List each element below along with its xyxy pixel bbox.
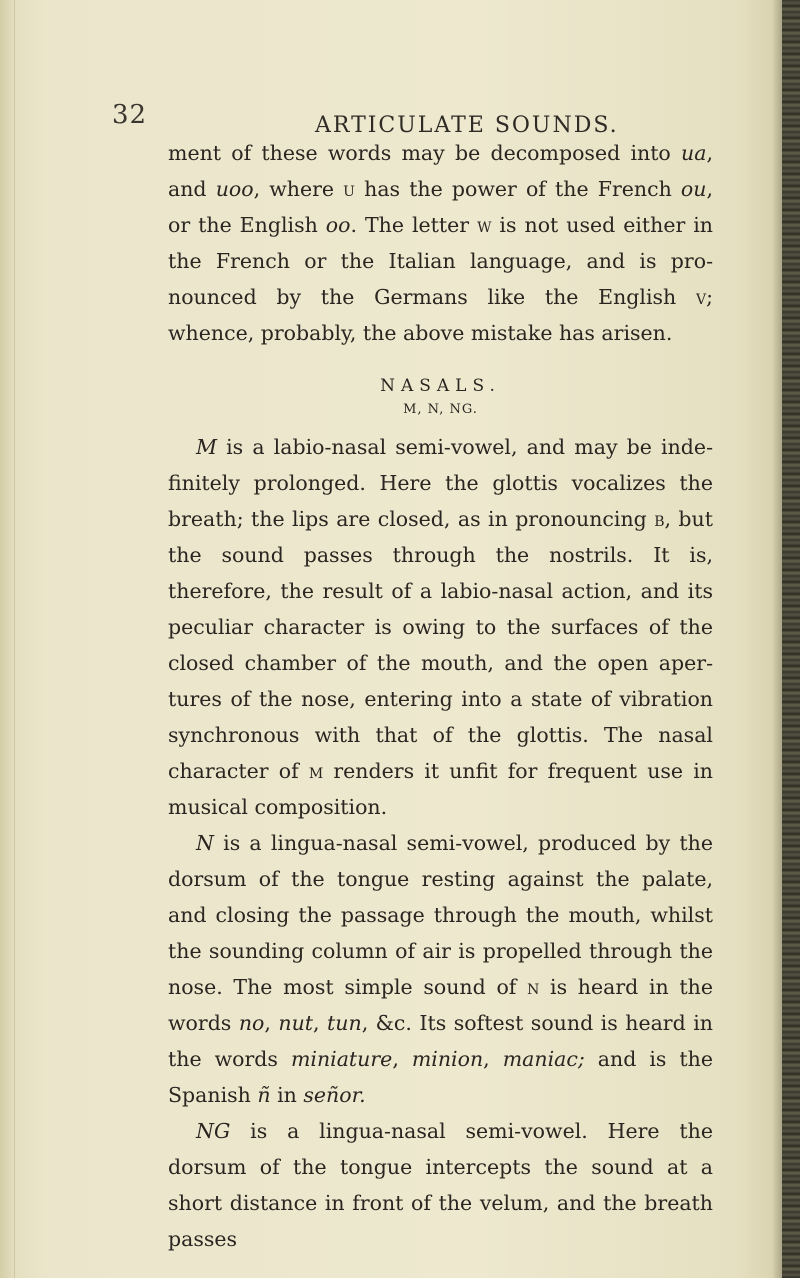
paragraph-continuation: ment of these words may be decomposed into ua, and uoo, where u has the power of the French ou, or the English oo. The letter w is not used either in the French or the Italian language, and is pronounced by the Germans like the English v; whence, probably, the above mistake has arisen. xyxy=(168,141,714,345)
page-right-edge xyxy=(782,0,800,1278)
paragraph-ng: NG is a lingua-nasal semi-vowel. Here the dorsum of the tongue intercepts the sound at a short distance in front of the velum, and the breath passes xyxy=(168,1119,713,1251)
page-shadow xyxy=(772,0,782,1278)
page-number: 32 xyxy=(112,100,148,130)
section-heading: NASALS. xyxy=(380,376,501,396)
page-body xyxy=(168,135,713,1257)
paragraph-m: M is a labio-nasal semi-vowel, and may be indefinitely prolonged. Here the glottis vocalizes the breath; the lips are closed, as in pronouncing b, but the sound passes through the nostrils. It is, therefore, the result of a labio-nasal action, and its peculiar character is owing to the surfaces of the closed chamber of the mouth, and the open apertures of the nose, entering into a state of vibration synchronous with that of the glottis. The nasal character of m renders it unfit for frequent use in musical composition. xyxy=(168,435,713,819)
section-subheading: M, N, NG. xyxy=(403,402,478,417)
running-head: ARTICULATE SOUNDS. xyxy=(315,113,619,138)
page-left-edge xyxy=(0,0,15,1278)
paragraph-n: N is a lingua-nasal semi-vowel, produced by the dorsum of the tongue resting against the palate, and closing the passage through the mouth, whilst the sounding column of air is propelled through the nose. The most simple sound of n is heard in the words no, nut, tun, &c. Its softest sound is heard in the words miniature, minion, maniac; and is the Spanish ñ in señor. xyxy=(168,831,714,1107)
